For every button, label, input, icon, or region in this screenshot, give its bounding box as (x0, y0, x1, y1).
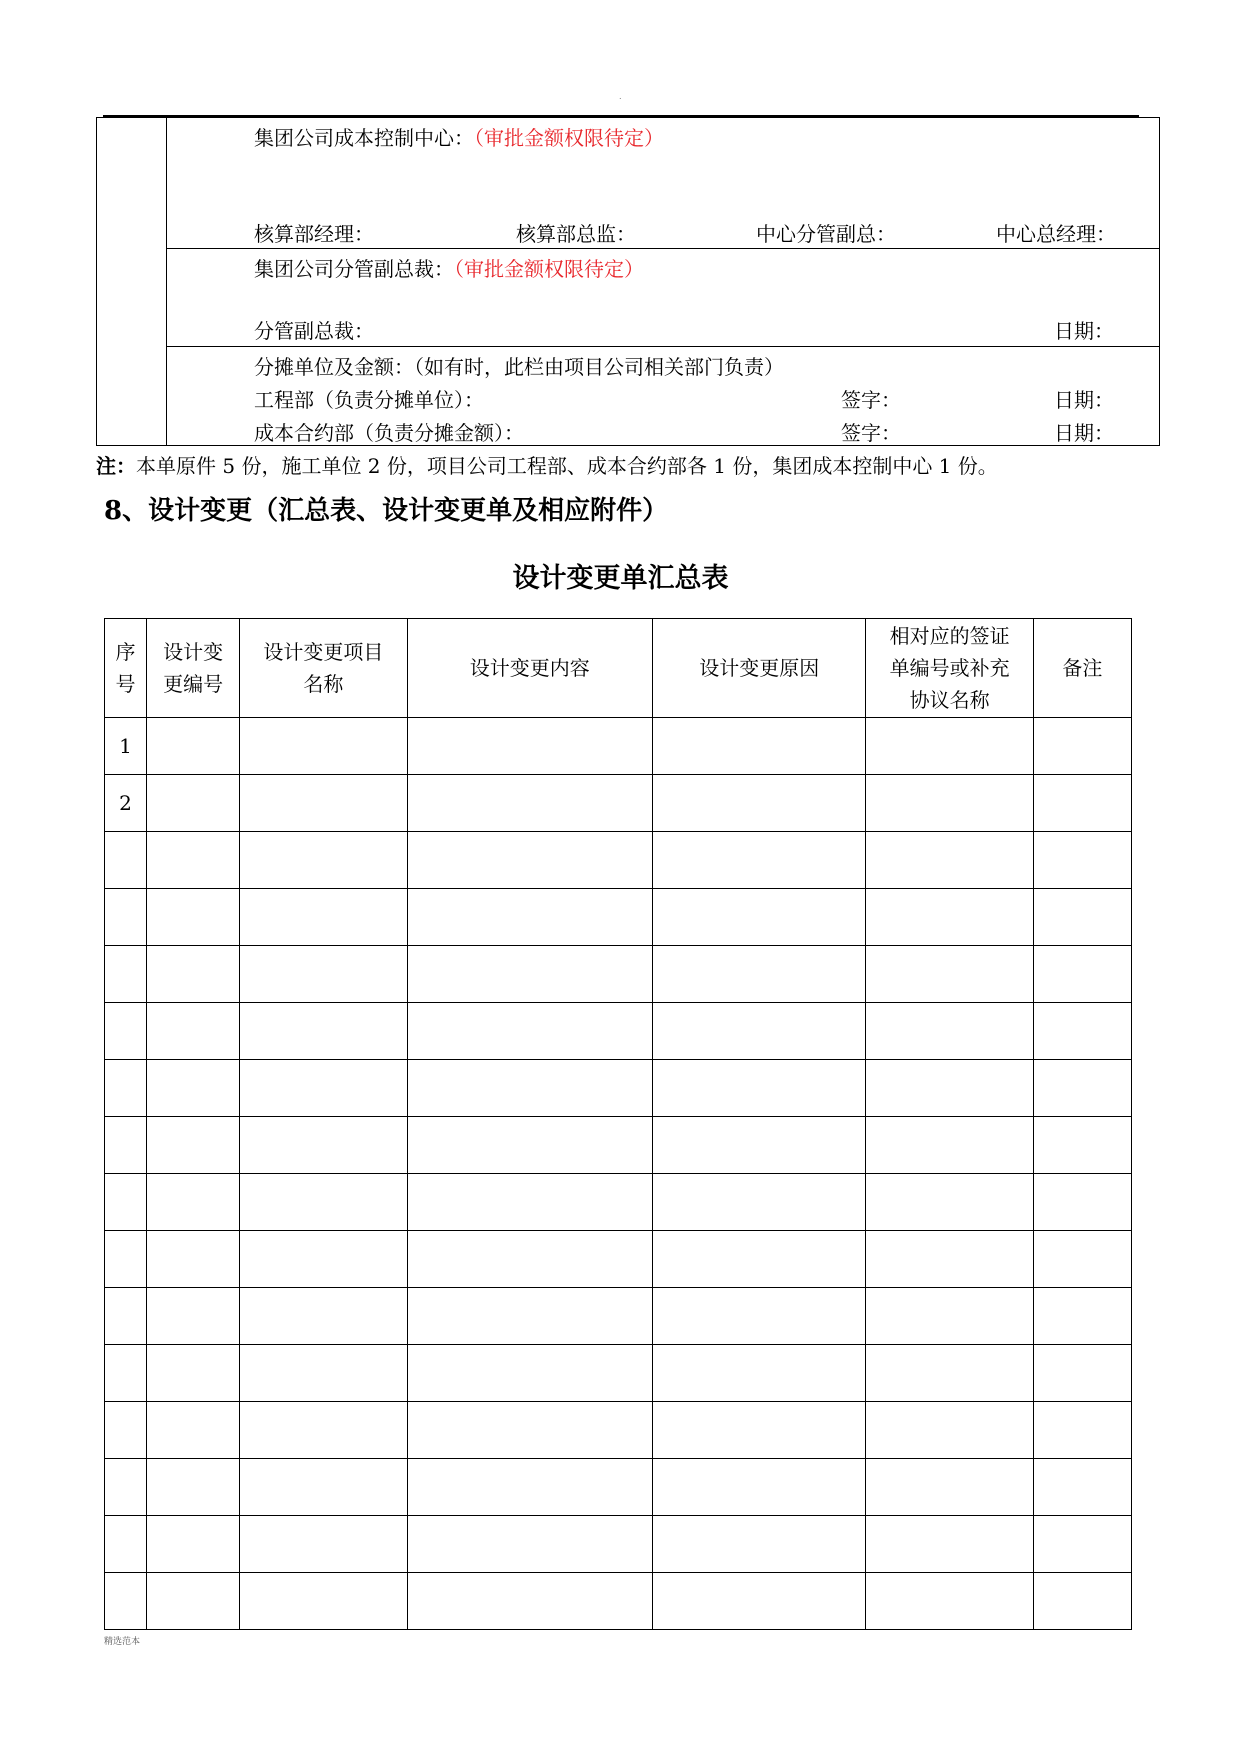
table-cell (866, 1117, 1033, 1174)
row-number (105, 1573, 147, 1630)
signer-accounting-manager: 核算部经理： (254, 222, 374, 246)
table-cell (407, 1288, 652, 1345)
table-cell (866, 1459, 1033, 1516)
table-row (105, 832, 1132, 889)
table-cell (240, 1231, 407, 1288)
table-cell (1033, 1516, 1131, 1573)
table-cell (1033, 1231, 1131, 1288)
table-cell (1033, 1117, 1131, 1174)
table-row (105, 1003, 1132, 1060)
allocation-sign-cost-contract: 签字： (841, 421, 901, 445)
table-cell (866, 1231, 1033, 1288)
table-cell (653, 775, 866, 832)
table-cell (653, 889, 866, 946)
table-cell (147, 718, 240, 775)
section-heading: 8、设计变更（汇总表、设计变更单及相应附件） (104, 496, 669, 526)
table-cell (866, 1174, 1033, 1231)
table-cell (147, 1174, 240, 1231)
note-prefix: 注： (96, 454, 136, 478)
table-cell (240, 718, 407, 775)
table-cell (407, 1174, 652, 1231)
table-cell (653, 1345, 866, 1402)
row-number: 1 (105, 718, 147, 775)
table-row (105, 1573, 1132, 1630)
table-row (105, 1345, 1132, 1402)
allocation-unit-cost-contract: 成本合约部（负责分摊金额）： (254, 421, 524, 445)
header-change-number: 设计变更编号 (147, 619, 240, 718)
table-cell (866, 1573, 1033, 1630)
table-cell (407, 718, 652, 775)
design-change-summary-table (104, 618, 1132, 1630)
table-cell (1033, 1060, 1131, 1117)
table-cell (866, 1003, 1033, 1060)
table-cell (407, 775, 652, 832)
table-cell (240, 1117, 407, 1174)
row-number (105, 1288, 147, 1345)
row-number (105, 1516, 147, 1573)
table-cell (407, 1516, 652, 1573)
table-cell (866, 718, 1033, 775)
table-cell (1033, 1573, 1131, 1630)
table-cell (1033, 775, 1131, 832)
table-cell (653, 832, 866, 889)
table-cell (147, 832, 240, 889)
allocation-unit-engineering: 工程部（负责分摊单位）： (254, 388, 484, 412)
table-cell (653, 718, 866, 775)
table-cell (407, 1573, 652, 1630)
table-cell (147, 946, 240, 1003)
row-number (105, 1117, 147, 1174)
table-cell (240, 1174, 407, 1231)
table-cell (866, 1516, 1033, 1573)
table-cell (1033, 1174, 1131, 1231)
table-cell (866, 1402, 1033, 1459)
form-left-column (97, 118, 167, 446)
header-content: 设计变更内容 (407, 619, 652, 718)
table-row (105, 1459, 1132, 1516)
table-cell (147, 775, 240, 832)
table-row (105, 946, 1132, 1003)
table-cell (653, 1402, 866, 1459)
table-row (105, 775, 1132, 832)
table-cell (653, 1288, 866, 1345)
vp-signer: 分管副总裁： (254, 319, 374, 343)
table-cell (240, 1459, 407, 1516)
row-number (105, 946, 147, 1003)
table-cell (147, 1573, 240, 1630)
header-remarks: 备注 (1033, 619, 1131, 718)
row-number (105, 1345, 147, 1402)
table-cell (653, 946, 866, 1003)
table-cell (866, 946, 1033, 1003)
table-cell (866, 775, 1033, 832)
table-cell (866, 832, 1033, 889)
allocation-title: 分摊单位及金额：（如有时，此栏由项目公司相关部门负责） (254, 355, 784, 379)
allocation-sign-engineering: 签字： (841, 388, 901, 412)
allocation-section (167, 347, 1160, 446)
table-cell (240, 1288, 407, 1345)
table-cell (866, 1345, 1033, 1402)
table-cell (1033, 832, 1131, 889)
table-cell (653, 1516, 866, 1573)
vp-label: 集团公司分管副总裁： (254, 257, 454, 281)
row-number (105, 1231, 147, 1288)
table-cell (653, 1003, 866, 1060)
table-cell (407, 946, 652, 1003)
table-cell (407, 1345, 652, 1402)
table-cell (866, 1060, 1033, 1117)
approval-form (96, 117, 1160, 446)
table-cell (407, 1060, 652, 1117)
table-cell (147, 1459, 240, 1516)
vp-approval-note: （审批金额权限待定） (454, 257, 644, 281)
signer-center-general-manager: 中心总经理： (996, 222, 1116, 246)
row-number (105, 1402, 147, 1459)
table-cell (407, 1402, 652, 1459)
table-cell (653, 1174, 866, 1231)
table-row (105, 718, 1132, 775)
table-row (105, 889, 1132, 946)
table-cell (147, 1003, 240, 1060)
header-visa-agreement: 相对应的签证单编号或补充协议名称 (866, 619, 1033, 718)
table-cell (407, 1231, 652, 1288)
table-row (105, 1174, 1132, 1231)
footer-text: 精选范本 (104, 1637, 141, 1647)
table-cell (147, 1402, 240, 1459)
table-cell (407, 1003, 652, 1060)
row-number (105, 1459, 147, 1516)
table-cell (240, 1060, 407, 1117)
table-cell (1033, 1402, 1131, 1459)
header-mark: . (619, 92, 622, 101)
table-row (105, 1516, 1132, 1573)
table-cell (1033, 1288, 1131, 1345)
table-cell (240, 946, 407, 1003)
table-cell (147, 1231, 240, 1288)
table-cell (147, 889, 240, 946)
table-cell (240, 775, 407, 832)
note-text: 本单原件 5 份，施工单位 2 份，项目公司工程部、成本合约部各 1 份，集团成本控制中心 1 份。 (136, 454, 998, 478)
table-cell (240, 1516, 407, 1573)
signer-center-vice-president: 中心分管副总： (756, 222, 896, 246)
table-cell (1033, 718, 1131, 775)
table-row (105, 1117, 1132, 1174)
group-center-section (167, 118, 1160, 249)
table-cell (147, 1288, 240, 1345)
table-row (105, 1402, 1132, 1459)
vp-date: 日期： (1054, 319, 1114, 343)
table-cell (407, 1459, 652, 1516)
table-cell (1033, 889, 1131, 946)
table-cell (653, 1060, 866, 1117)
allocation-date-cost-contract: 日期： (1054, 421, 1114, 445)
table-body (105, 718, 1132, 1630)
table-cell (240, 1003, 407, 1060)
vice-president-section (167, 249, 1160, 347)
table-cell (147, 1060, 240, 1117)
row-number (105, 1003, 147, 1060)
table-cell (147, 1345, 240, 1402)
row-number (105, 889, 147, 946)
table-cell (653, 1459, 866, 1516)
group-center-label: 集团公司成本控制中心： (254, 126, 474, 150)
table-row (105, 1060, 1132, 1117)
table-cell (240, 1402, 407, 1459)
table-title: 设计变更单汇总表 (512, 563, 729, 594)
copies-note (96, 450, 998, 479)
header-reason: 设计变更原因 (653, 619, 866, 718)
table-cell (1033, 1459, 1131, 1516)
table-cell (1033, 946, 1131, 1003)
table-row (105, 1231, 1132, 1288)
row-number (105, 1060, 147, 1117)
row-number (105, 832, 147, 889)
table-cell (407, 1117, 652, 1174)
row-number (105, 1174, 147, 1231)
group-center-approval-note: （审批金额权限待定） (474, 126, 664, 150)
table-cell (147, 1117, 240, 1174)
table-cell (653, 1231, 866, 1288)
table-row (105, 1288, 1132, 1345)
row-number: 2 (105, 775, 147, 832)
table-cell (653, 1573, 866, 1630)
table-cell (407, 832, 652, 889)
table-cell (240, 1573, 407, 1630)
header-serial: 序号 (105, 619, 147, 718)
allocation-date-engineering: 日期： (1054, 388, 1114, 412)
header-project-name: 设计变更项目名称 (240, 619, 407, 718)
table-cell (240, 889, 407, 946)
table-cell (147, 1516, 240, 1573)
table-cell (240, 832, 407, 889)
table-cell (407, 889, 652, 946)
signer-accounting-director: 核算部总监： (516, 222, 636, 246)
table-cell (866, 1288, 1033, 1345)
table-cell (240, 1345, 407, 1402)
table-cell (653, 1117, 866, 1174)
table-cell (1033, 1003, 1131, 1060)
table-cell (866, 889, 1033, 946)
table-cell (1033, 1345, 1131, 1402)
